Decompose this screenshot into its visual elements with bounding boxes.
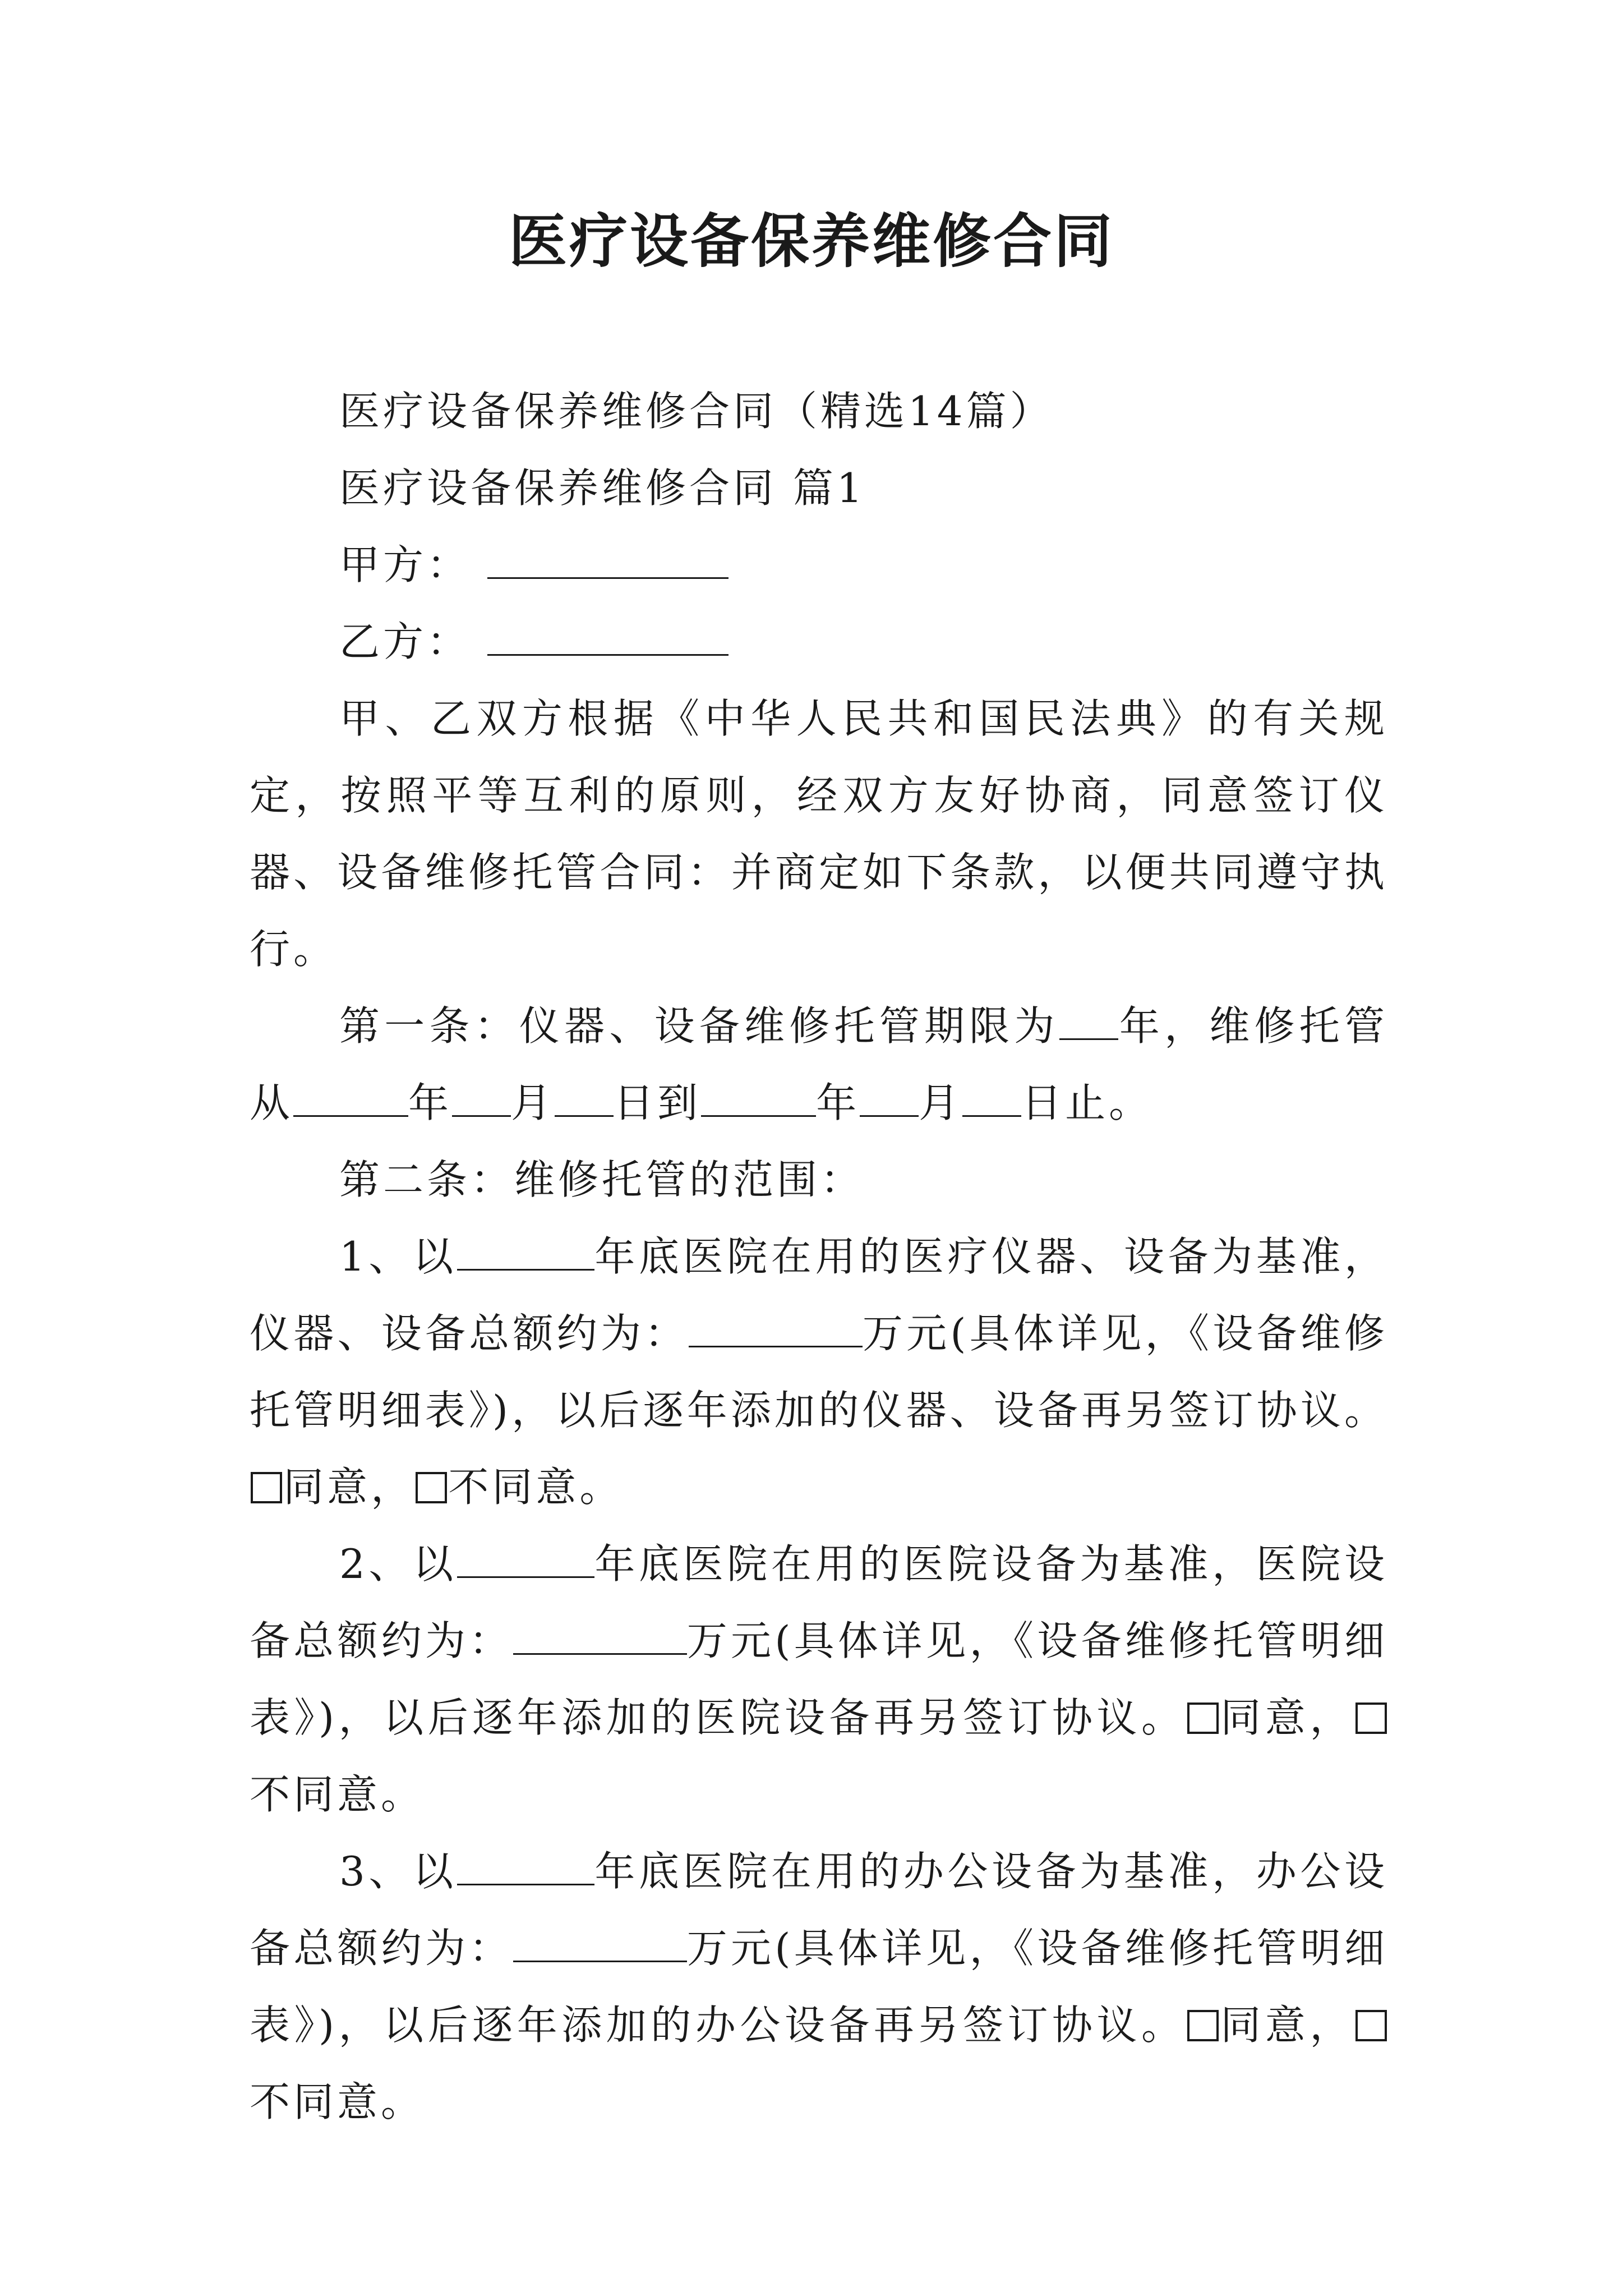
article-1-text: 年: [408, 1079, 453, 1126]
clause-1-text: 1、以: [339, 1233, 457, 1280]
clause-1-agree-label: 同意，: [283, 1464, 415, 1511]
article-1-text: 年，维修托管从: [250, 1002, 1388, 1126]
clause-3-amount-blank: [513, 1922, 687, 1962]
chapter-heading: 医疗设备保养维修合同 篇1: [339, 464, 866, 512]
document-title: 医疗设备保养维修合同: [508, 206, 1114, 275]
subtitle: 医疗设备保养维修合同（精选14篇）: [339, 388, 1054, 435]
clause-1-amount-blank: [689, 1308, 863, 1347]
article-2-heading: 第二条：维修托管的范围：: [339, 1156, 865, 1203]
clause-3-year-blank: [457, 1846, 594, 1885]
clause-2: [250, 1526, 1388, 1833]
article-1-text: 月: [919, 1079, 963, 1126]
clause-3-text: 3、以: [339, 1848, 457, 1895]
clause-3-agree-label: 同意，: [1219, 2001, 1354, 2049]
clause-2-text: 年底医院在用的医院设备为基准，医院设备总额约为：: [250, 1540, 1388, 1664]
party-b-label: 乙方：: [339, 618, 471, 665]
end-day-blank: [962, 1077, 1021, 1117]
start-year-blank: [293, 1077, 408, 1117]
clause-1-year-blank: [457, 1231, 594, 1271]
clause-3-disagree-label: 不同意。: [250, 2078, 425, 2125]
clause-1-disagree-checkbox[interactable]: [416, 1472, 447, 1503]
clause-2-amount-blank: [513, 1615, 687, 1655]
clause-3-agree-checkbox[interactable]: [1187, 2010, 1219, 2041]
clause-1: [250, 1218, 1388, 1526]
article-1: [250, 988, 1388, 1142]
clause-3-text: 年底医院在用的办公设备为基准，办公设备总额约为：: [250, 1848, 1388, 1972]
clause-1-text: 万元(具体详见，《设备维修托管明细表》)，以后逐年添加的仪器、设备再另签订协议。: [250, 1310, 1388, 1434]
article-1-text: 日止。: [1021, 1079, 1153, 1126]
clause-3-disagree-checkbox[interactable]: [1355, 2010, 1387, 2041]
document-body: [250, 373, 1388, 2141]
clause-1-disagree-label: 不同意。: [448, 1464, 624, 1511]
party-a-line: [250, 527, 1388, 604]
clause-2-agree-label: 同意，: [1219, 1694, 1354, 1741]
start-month-blank: [452, 1077, 511, 1117]
end-year-blank: [701, 1077, 816, 1117]
article-1-text: 日到: [614, 1079, 702, 1126]
clause-2-disagree-checkbox[interactable]: [1355, 1703, 1387, 1734]
clause-2-text: 2、以: [339, 1540, 457, 1588]
clause-2-text: 万元(具体详见，《设备维修托管明细表》)，以后逐年添加的医院设备再另签订协议。: [250, 1617, 1388, 1741]
start-day-blank: [555, 1077, 614, 1117]
term-years-blank: [1059, 1000, 1118, 1040]
clause-1-agree-checkbox[interactable]: [251, 1472, 282, 1503]
end-month-blank: [860, 1077, 919, 1117]
article-1-text: 年: [816, 1079, 860, 1126]
clause-1-text: 年底医院在用的医疗仪器、设备为基准，仪器、设备总额约为：: [250, 1233, 1388, 1357]
intro-paragraph: 甲、乙双方根据《中华人民共和国民法典》的有关规定，按照平等互利的原则，经双方友好协商，同意签订仪器、设备维修托管合同：并商定如下条款，以便共同遵守执行。: [250, 695, 1388, 973]
article-1-text: 月: [511, 1079, 555, 1126]
clause-3-text: 万元(具体详见，《设备维修托管明细表》)，以后逐年添加的办公设备再另签订协议。: [250, 1925, 1388, 2049]
party-a-label: 甲方：: [339, 541, 471, 588]
clause-2-disagree-label: 不同意。: [250, 1771, 425, 1818]
party-b-line: [250, 604, 1388, 680]
clause-3: [250, 1833, 1388, 2141]
party-b-blank: [487, 616, 728, 656]
clause-2-year-blank: [457, 1538, 594, 1578]
article-1-text: 第一条：仪器、设备维修托管期限为: [339, 1002, 1059, 1050]
party-a-blank: [487, 539, 728, 579]
clause-2-agree-checkbox[interactable]: [1187, 1703, 1219, 1734]
